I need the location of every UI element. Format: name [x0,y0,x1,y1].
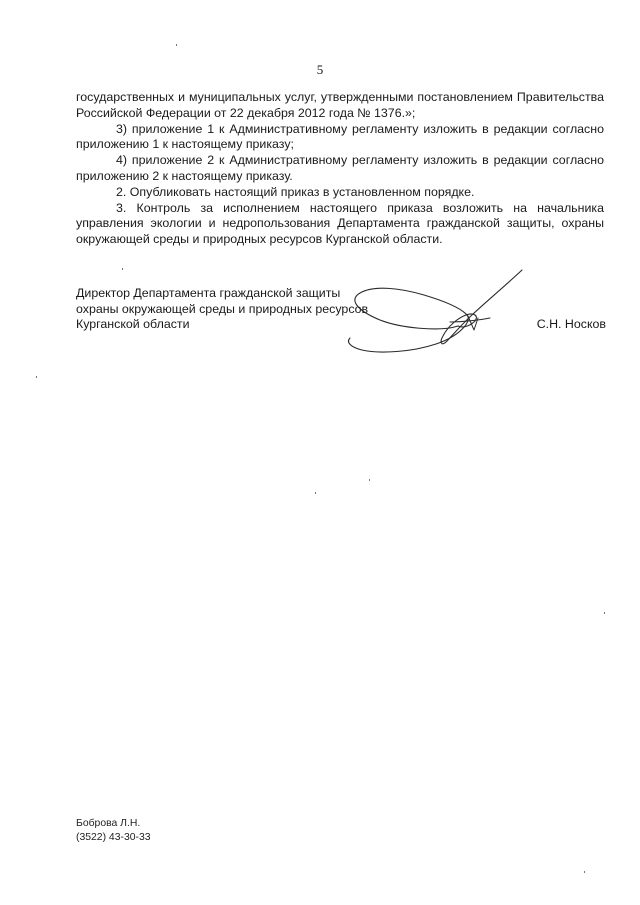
scan-speck [604,612,605,614]
handwritten-signature [340,262,540,362]
executor-phone: (3522) 43-30-33 [76,832,151,843]
paragraph-item-3: 3) приложение 1 к Административному регламенту изложить в редакции согласно приложению 1 к настоящему приказу; [76,121,604,152]
document-body [76,90,604,248]
paragraph-item-4: 4) приложение 2 к Административному регламенту изложить в редакции согласно приложению 2 к настоящему приказу. [76,153,604,183]
paragraph-continuation: государственных и муниципальных услуг, утвержденными постановлением Правительства Российской Федерации от 22 декабря 2012 года № 1376.»; [76,90,604,120]
signer-title-line: Директор Департамента гражданской защиты [76,286,341,300]
executor-name: Боброва Л.Н. [76,818,141,829]
executor-info [76,817,151,845]
signer-title-line: охраны окружающей среды и природных ресурсов [76,301,369,316]
page-number: 5 [316,62,324,77]
signer-title-line: Курганской области [76,317,190,332]
signer-name: С.Н. Носков [536,317,606,331]
scan-speck [315,492,316,494]
paragraph-control: 3. Контроль за исполнением настоящего приказа возложить на начальника управления экологии и недропользования Департамента гражданской защиты, охраны окружающей среды и природных ресурсов Курганской области. [76,200,604,247]
paragraph-publish: 2. Опубликовать настоящий приказ в установленном порядке. [116,184,475,199]
scan-speck [584,871,585,873]
scan-speck [176,44,177,46]
scan-speck [369,479,370,481]
scan-speck [122,268,123,270]
scan-speck [36,376,37,378]
